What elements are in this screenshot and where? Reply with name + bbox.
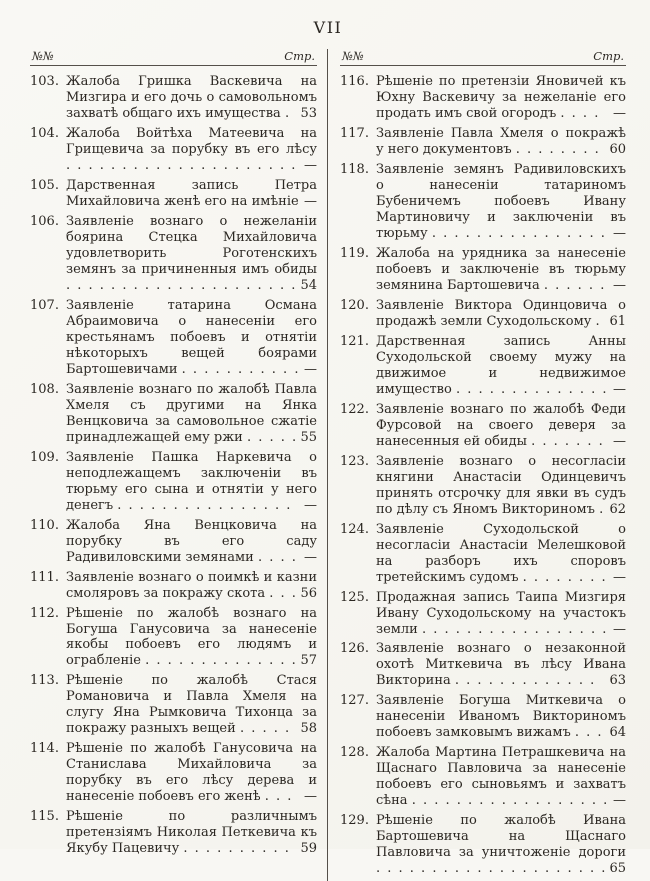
- entry-title: Рѣшеніе по жалобѣ Стася Романовича и Павла Хмеля на слугу Яна Рымковича Тихонца за покражу разныхъ вещей: [66, 673, 317, 737]
- entry-title: Рѣшеніе по претензіи Яновичей къ Юхну Васкевичу за нежеланіе его продать имъ свой огородъ: [376, 74, 626, 121]
- dot-leader: . . . . . . . . . . . . . .: [455, 381, 607, 397]
- entry-page-number: —: [304, 497, 317, 513]
- dot-leader: . . . . .: [246, 429, 297, 445]
- dot-leader: . . . . . . . . . .: [183, 841, 289, 857]
- entry-title: Дарственная запись Анны Суходольской своему мужу на движимое и недвижимое имущество: [376, 333, 626, 397]
- entry-title: Рѣшеніе по различнымъ претензіямъ Николая Петкевича къ Якубу Пацевичу: [66, 809, 317, 857]
- entry-number: 121.: [340, 333, 369, 349]
- entry-title: Заявленіе вознаго о незаконной охотѣ Миткевича въ лѣсу Ивана Викторина: [376, 641, 626, 689]
- toc-entry: [340, 745, 626, 809]
- toc-entry: [30, 518, 317, 566]
- entry-page-number: —: [304, 157, 317, 173]
- toc-entry: [340, 74, 626, 122]
- toc-entry: [340, 454, 626, 518]
- entry-number: 112.: [30, 605, 59, 621]
- toc-entry: [30, 178, 317, 210]
- toc-entry: [30, 606, 317, 670]
- dot-leader: . . . . . . .: [531, 433, 603, 449]
- dot-leader: . . . . . . . . . . . . . . . . . .: [411, 793, 608, 809]
- entry-page-number: —: [613, 277, 626, 293]
- page-column-header: Стр.: [593, 49, 624, 63]
- entry-page-number: —: [304, 549, 317, 565]
- entry-number: 117.: [340, 125, 369, 141]
- entry-body: [66, 741, 317, 805]
- entry-page-number: —: [304, 789, 317, 805]
- toc-entry: [30, 809, 317, 857]
- toc-entry: [340, 522, 626, 586]
- dot-leader: . . . . . . . . . . . . .: [454, 673, 595, 689]
- entry-body: [376, 298, 626, 330]
- entry-page-number: 54: [300, 277, 317, 293]
- entry-page-number: 61: [609, 313, 626, 329]
- entry-page-number: —: [304, 361, 317, 377]
- entry-number: 103.: [30, 74, 59, 89]
- entry-page-number: 53: [300, 105, 317, 121]
- entry-body: [66, 606, 317, 670]
- entry-title: Заявленіе вознаго о несогласіи княгини Анастасіи Одинцевичъ принять отсрочку для явки въ судъ по дѣлу съ Яномъ Викториномъ: [376, 453, 626, 517]
- entry-body: [376, 334, 626, 398]
- entry-body: [66, 450, 317, 514]
- entry-page-number: 55: [300, 429, 317, 445]
- dot-leader: . . . . . .: [543, 277, 605, 293]
- entry-page-number: 56: [300, 585, 317, 601]
- entry-body: [376, 813, 626, 877]
- entry-body: [66, 178, 317, 210]
- dot-leader: . . . . . . . . . . .: [181, 361, 299, 377]
- entry-title: Заявленіе вознаго по жалобѣ Феди Фурсовой на своего деверя за нанесенныя ей обиды: [376, 401, 626, 449]
- entry-title: Жалоба Войтѣха Матеевича на Грищевича за порубку въ его лѣсу: [66, 125, 317, 157]
- entry-body: [376, 745, 626, 809]
- entry-body: [376, 74, 626, 122]
- number-column-header: №№: [32, 49, 54, 63]
- entry-title: Заявленіе Пашка Наркевича о неподлежащемъ заключеніи въ тюрьму его сына и отнятіи у него денегъ: [66, 449, 317, 513]
- toc-entry: [30, 741, 317, 805]
- entry-page-number: 62: [609, 501, 626, 517]
- toc-entry: [340, 590, 626, 638]
- entry-title: Продажная запись Таипа Мизгиря Ивану Суходольскому на участокъ земли: [376, 589, 626, 637]
- toc-entry: [340, 126, 626, 158]
- entry-number: 108.: [30, 381, 59, 397]
- entry-page-number: —: [613, 793, 626, 809]
- number-column-header: №№: [342, 49, 364, 63]
- entry-page-number: 64: [609, 725, 626, 741]
- dot-leader: .: [599, 501, 604, 517]
- entries-list-right: [340, 74, 626, 877]
- entry-body: [376, 402, 626, 450]
- entry-page-number: —: [613, 433, 626, 449]
- dot-leader: . . .: [574, 725, 602, 741]
- toc-entry: [340, 693, 626, 741]
- dot-leader: .: [284, 105, 290, 121]
- entry-page-number: —: [304, 193, 317, 209]
- entry-number: 104.: [30, 125, 59, 141]
- dot-leader: . . . . . . . . . . . . . . . . . . . . .: [376, 861, 606, 877]
- entry-body: [66, 298, 317, 378]
- entry-number: 106.: [30, 213, 59, 229]
- entry-page-number: —: [613, 621, 626, 637]
- entry-title: Заявленіе Виктора Одинцовича о продажѣ земли Суходольскому: [376, 297, 626, 329]
- toc-entry: [30, 214, 317, 294]
- entry-number: 109.: [30, 449, 59, 465]
- entry-number: 128.: [340, 745, 369, 761]
- toc-entry: [30, 570, 317, 602]
- entry-page-number: —: [613, 569, 626, 585]
- dot-leader: . . . .: [560, 105, 599, 121]
- toc-entry: [30, 450, 317, 514]
- dot-leader: . . . . . . . .: [515, 141, 599, 157]
- entry-body: [376, 641, 626, 689]
- entry-page-number: —: [613, 105, 626, 121]
- roman-page-number: VII: [313, 18, 343, 37]
- entry-title: Заявленіе вознаго о нежеланіи боярина Стецка Михайловича удовлетворить Роготенскихъ земянъ за причиненныя имъ обиды: [66, 213, 317, 277]
- entry-body: [66, 809, 317, 857]
- entry-number: 110.: [30, 517, 59, 533]
- dot-leader: . . .: [264, 789, 292, 805]
- entry-page-number: —: [613, 381, 626, 397]
- dot-leader: . . . . . . . . . . . . . . . . .: [421, 621, 607, 637]
- entry-page-number: 59: [300, 841, 317, 857]
- entry-title: Заявленіе земянъ Радивиловскихъ о нанесеніи татариномъ Бубеничемъ побоевъ Ивану Мартиновичу и заключеніи въ тюрьму: [376, 161, 626, 241]
- entry-body: [66, 382, 317, 446]
- entry-title: Рѣшеніе по жалобѣ вознаго на Богуша Ганусовича за нанесеніе якобы побоевъ его людямъ и ограбленіе: [66, 605, 317, 669]
- entry-title: Жалоба на урядника за нанесеніе побоевъ и заключеніе въ тюрьму земянина Бартошевича: [376, 245, 626, 293]
- entry-title: Жалоба Яна Венцковича на порубку въ его саду Радивиловскими земянами: [66, 517, 317, 565]
- entry-number: 124.: [340, 521, 369, 537]
- entry-title: Жалоба Мартина Петрашкевича на Щаснаго Павловича за нанесеніе побоевъ его сыновьямъ и захватъ сѣна: [376, 745, 626, 809]
- page-column-header: Стр.: [284, 49, 315, 63]
- dot-leader: . . . . . . . . . . . . . . . .: [431, 225, 605, 241]
- entry-title: Заявленіе вознаго по жалобѣ Павла Хмеля съ другими на Янка Венцковича за самовольное сжатіе принадлежащей ему ржи: [66, 381, 317, 445]
- entry-number: 114.: [30, 741, 59, 757]
- entry-body: [376, 162, 626, 242]
- toc-entry: [340, 334, 626, 398]
- entries-list-left: [30, 74, 317, 857]
- entry-body: [66, 673, 317, 737]
- entry-body: [376, 126, 626, 158]
- entry-body: [376, 246, 626, 294]
- entry-title: Дарственная запись Петра Михайловича женѣ его на имѣніе: [66, 177, 317, 209]
- toc-entry: [340, 298, 626, 330]
- entry-title: Заявленіе Богуша Миткевича о нанесеніи Иваномъ Викториномъ побоевъ замковымъ вижамъ: [376, 693, 626, 741]
- entry-body: [66, 74, 317, 122]
- dot-leader: . . . . .: [239, 721, 290, 737]
- entry-number: 116.: [340, 74, 369, 89]
- toc-column-right: [328, 49, 626, 881]
- dot-leader: . . . . . . . . . . . . . . . . . . . . .: [66, 277, 296, 293]
- column-header-left: [30, 49, 317, 66]
- entry-body: [376, 522, 626, 586]
- toc-entry: [340, 246, 626, 294]
- entry-body: [66, 518, 317, 566]
- toc-entry: [30, 382, 317, 446]
- entry-number: 125.: [340, 589, 369, 605]
- entry-title: Заявленіе Суходольской о несогласіи Анастасіи Мелешковой на разборъ ихъ споровъ третейскимъ судомъ: [376, 521, 626, 585]
- dot-leader: .: [595, 313, 600, 329]
- column-header-right: [340, 49, 626, 66]
- entry-body: [376, 693, 626, 741]
- entry-number: 120.: [340, 297, 369, 313]
- toc-entry: [340, 162, 626, 242]
- dot-leader: . . . . . . . . . . . . . . . . . . . . .: [66, 157, 296, 173]
- toc-columns: [30, 49, 626, 881]
- toc-entry: [30, 298, 317, 378]
- entry-number: 118.: [340, 161, 369, 177]
- entry-page-number: 65: [609, 861, 626, 877]
- entry-page-number: 58: [300, 721, 317, 737]
- dot-leader: . . . . . . . . . . . . . .: [145, 653, 296, 669]
- toc-entry: [30, 126, 317, 174]
- entry-body: [66, 570, 317, 602]
- dot-leader: . . .: [269, 585, 296, 601]
- entry-number: 113.: [30, 673, 59, 689]
- entry-number: 119.: [340, 245, 369, 261]
- entry-body: [376, 454, 626, 518]
- entry-number: 126.: [340, 641, 369, 657]
- toc-entry: [340, 641, 626, 689]
- entry-number: 111.: [30, 569, 59, 585]
- entry-title: Жалоба Гришка Васкевича на Мизгира и его дочь о самовольномъ захватѣ общаго ихъ имущества: [66, 74, 317, 121]
- entry-number: 127.: [340, 693, 369, 709]
- entry-body: [376, 590, 626, 638]
- entry-page-number: 57: [300, 653, 317, 669]
- entry-number: 115.: [30, 809, 59, 825]
- entry-title: Заявленіе Павла Хмеля о покражѣ у него документовъ: [376, 125, 626, 157]
- entry-number: 129.: [340, 813, 369, 829]
- entry-title: Заявленіе вознаго о поимкѣ и казни смоляровъ за покражу скота: [66, 569, 317, 601]
- entry-number: 123.: [340, 453, 369, 469]
- entry-title: Рѣшеніе по жалобѣ Ивана Бартошевича на Щаснаго Павловича за уничтоженіе дороги: [376, 813, 626, 861]
- entry-title: Рѣшеніе по жалобѣ Ганусовича на Станислава Михайловича за порубку въ его лѣсу дерева и нанесеніе побоевъ его женѣ: [66, 741, 317, 805]
- toc-entry: [340, 813, 626, 877]
- dot-leader: . . . .: [257, 549, 296, 565]
- dot-leader: . . . . . . . .: [522, 569, 606, 585]
- entry-number: 107.: [30, 297, 59, 313]
- toc-entry: [30, 74, 317, 122]
- dot-leader: . . . . . . . . . . . . . . . .: [117, 497, 291, 513]
- entry-page-number: —: [613, 225, 626, 241]
- toc-column-left: [30, 49, 328, 881]
- entry-body: [66, 126, 317, 174]
- entry-page-number: 60: [609, 141, 626, 157]
- entry-page-number: 63: [609, 673, 626, 689]
- toc-entry: [340, 402, 626, 450]
- entry-number: 122.: [340, 401, 369, 417]
- entry-title: Заявленіе татарина Османа Абраимовича о нанесеніи его крестьянамъ побоевъ и отнятіи нѣкоторыхъ вещей боярами Бартошевичами: [66, 297, 317, 377]
- entry-number: 105.: [30, 177, 59, 193]
- toc-entry: [30, 673, 317, 737]
- entry-body: [66, 214, 317, 294]
